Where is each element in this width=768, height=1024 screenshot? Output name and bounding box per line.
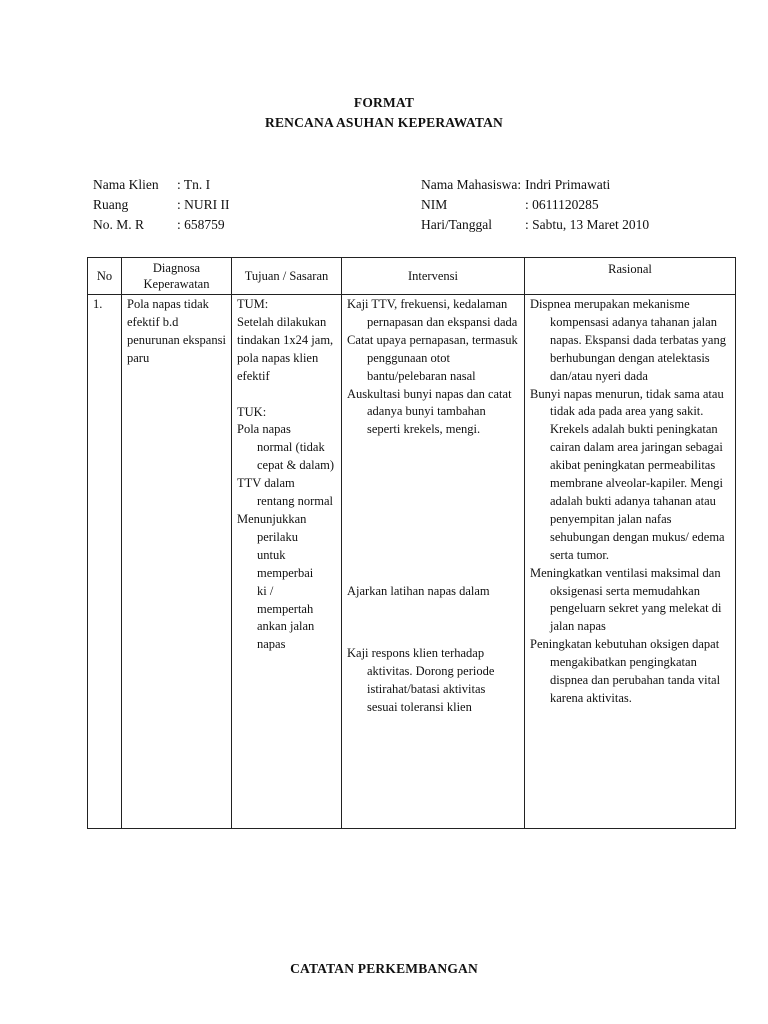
ruang-row	[93, 195, 230, 215]
nama-mahasiswa-value: Indri Primawati	[525, 177, 611, 192]
tanggal-row	[421, 215, 649, 235]
nama-klien-label: Nama Klien	[93, 177, 159, 192]
student-info	[421, 175, 649, 235]
nama-klien-row	[93, 175, 230, 195]
cell-no: 1.	[88, 295, 122, 829]
tanggal-label: Hari/Tanggal	[421, 217, 493, 232]
nama-klien-value: : Tn. I	[177, 177, 211, 192]
nim-label: NIM	[421, 197, 448, 212]
cell-rasional	[525, 295, 736, 829]
tuk-item: Pola napas normal (tidak cepat & dalam)	[237, 422, 335, 473]
rasional-item: Peningkatan kebutuhan oksigen dapat mengakibatkan pengingkatan dispnea dan perubahan tanda vital karena aktivitas.	[530, 637, 721, 705]
nim-value: : 0611120285	[525, 197, 599, 212]
nomr-value: : 658759	[177, 217, 225, 232]
rasional-item: Dispnea merupakan mekanisme kompensasi adanya tahanan jalan napas. Ekspansi dada terbatas yang berhubungan dengan atelektasis dan/atau nyeri dada	[530, 297, 726, 383]
tanggal-value: : Sabtu, 13 Maret 2010	[525, 217, 650, 232]
tuk-item: Menunjukkan perilaku untuk memperbai ki / mempertah ankan jalan napas	[237, 511, 315, 652]
nama-mahasiswa-label: Nama Mahasiswa:	[421, 177, 522, 192]
intervensi-item: Catat upaya pernapasan, termasuk penggunaan otot bantu/pelebaran nasal	[347, 332, 518, 383]
intervensi-item: Kaji respons klien terhadap aktivitas. Dorong periode istirahat/batasi aktivitas sesuai toleransi klien	[347, 646, 495, 714]
catatan-perkembangan-title: CATATAN PERKEMBANGAN	[290, 961, 478, 976]
nomr-label: No. M. R	[93, 217, 145, 232]
patient-info	[93, 175, 230, 235]
header-rasional: Rasional	[525, 258, 736, 295]
header-tujuan: Tujuan / Sasaran	[232, 258, 342, 295]
table-header-row	[88, 258, 736, 295]
format-title: FORMAT	[353, 95, 415, 110]
header-intervensi: Intervensi	[342, 258, 525, 295]
tuk-label: TUK:	[237, 404, 267, 419]
nomr-row	[93, 215, 230, 235]
tum-text: Setelah dilakukan tindakan 1x24 jam, pola napas klien efektif	[237, 314, 334, 383]
cell-diagnosa: Pola napas tidak efektif b.d penurunan ekspansi paru	[122, 295, 232, 829]
intervensi-item: Auskultasi bunyi napas dan catat adanya bunyi tambahan seperti krekels, mengi.	[347, 386, 512, 437]
tuk-item: TTV dalam rentang normal	[237, 476, 334, 509]
header-no: No	[88, 258, 122, 295]
tum-label: TUM:	[237, 297, 269, 311]
intervensi-item: Ajarkan latihan napas dalam	[347, 584, 490, 599]
rasional-item: Meningkatkan ventilasi maksimal dan oksigenasi serta memudahkan pengeluarn sekret yang melekat di jalan napas	[530, 565, 722, 634]
ruang-label: Ruang	[93, 197, 129, 212]
care-plan-table	[87, 257, 736, 829]
ruang-value: : NURI II	[177, 197, 230, 212]
nim-row	[421, 195, 649, 215]
document-title: RENCANA ASUHAN KEPERAWATAN	[265, 115, 503, 130]
header-diagnosa: Diagnosa Keperawatan	[122, 258, 232, 295]
rasional-item: Bunyi napas menurun, tidak sama atau tidak ada pada area yang sakit. Krekels adalah bukti peningkatan cairan dalam area jaringan sebagai akibat peningkatan permeabilitas membrane alveolar-kapiler. Mengi adalah bukti adanya tahanan atau penyempitan jalan nafas sehubungan dengan mukus/ edema serta tumor.	[530, 386, 725, 562]
cell-tujuan	[232, 295, 342, 829]
cell-intervensi	[342, 295, 525, 829]
nama-mahasiswa-row	[421, 175, 649, 195]
intervensi-item: Kaji TTV, frekuensi, kedalaman pernapasan dan ekspansi dada	[347, 297, 518, 329]
table-row	[88, 295, 736, 829]
